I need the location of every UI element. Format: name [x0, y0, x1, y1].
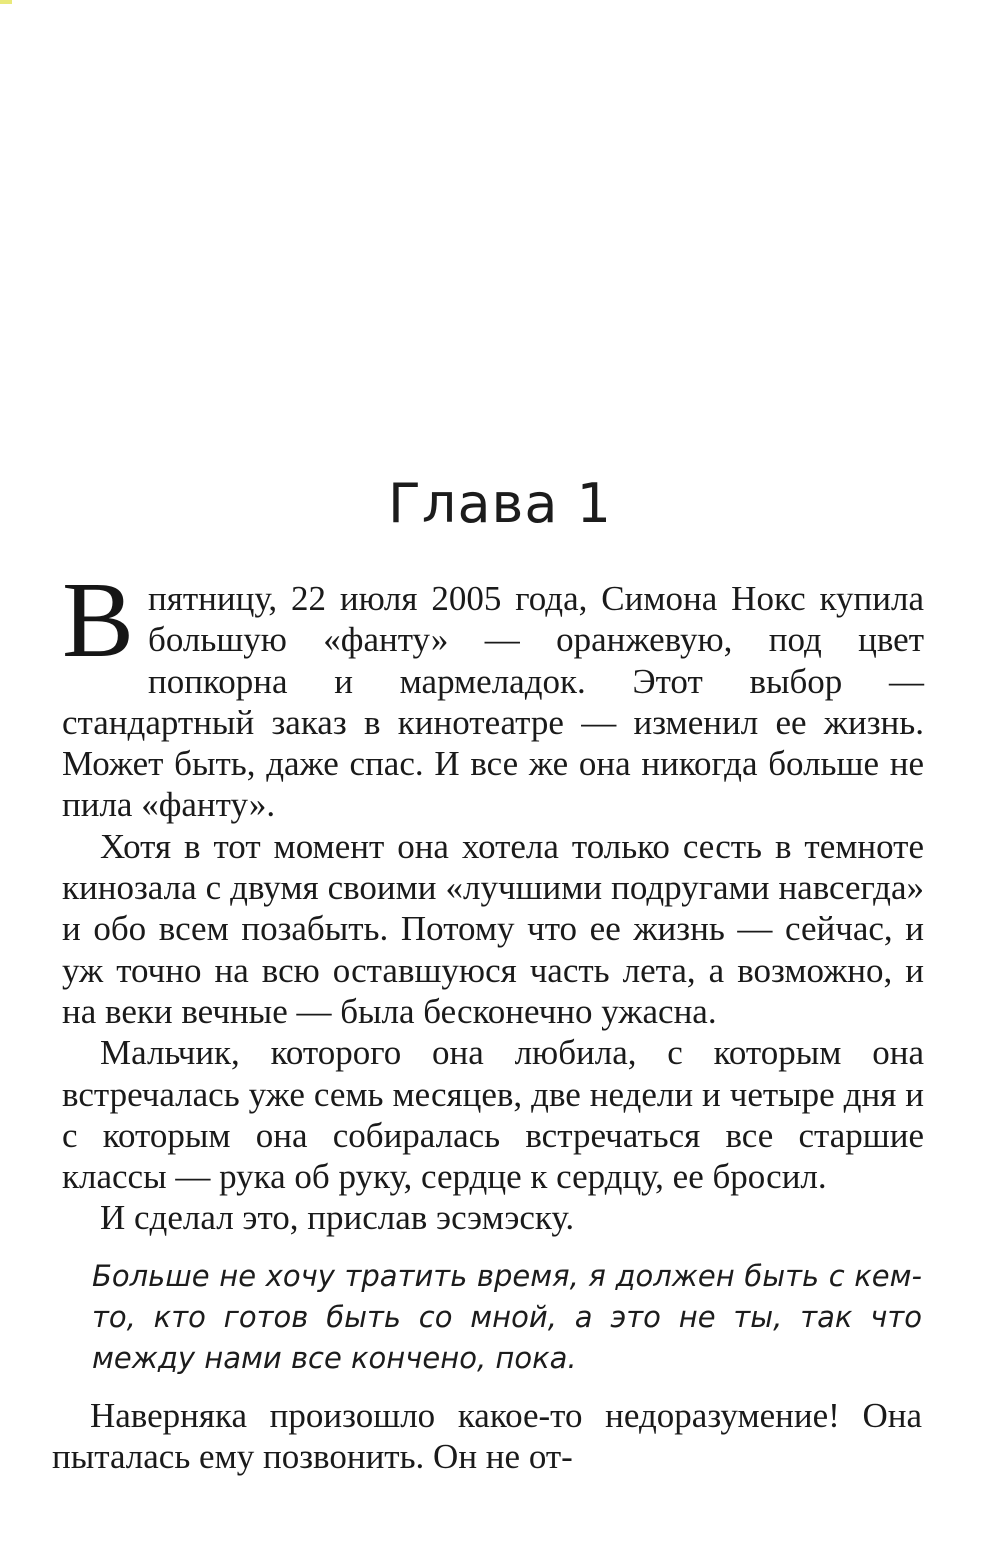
- drop-cap: В: [62, 561, 135, 680]
- paragraph-5: Наверняка произошло какое-то недоразумение! Она пыталась ему позвонить. Он не от-: [52, 1396, 922, 1477]
- text-message-quote: Больше не хочу тратить время, я должен быть с кем-то, кто готов быть со мной, а это не ты, так что между нами все кончено, пока.: [92, 1259, 922, 1375]
- main-text-block: [62, 561, 924, 1239]
- chapter-title: Глава 1: [388, 472, 612, 535]
- scan-corner-mark: [0, 0, 12, 4]
- paragraph-3: Мальчик, которого она любила, с которым она встречалась уже семь месяцев, две недели и четыре дня и с которым она собиралась встречаться все старшие классы — рука об руку, сердце к сердцу, ее бросил.: [62, 1033, 924, 1197]
- continuation-block: [52, 1395, 922, 1478]
- paragraph-4: И сделал это, прислав эсэмэску.: [100, 1198, 575, 1238]
- paragraph-2: Хотя в тот момент она хотела только сесть в темноте кинозала с двумя своими «лучшими подругами навсегда» и обо всем позабыть. Потому что ее жизнь — сейчас, и уж точно на всю оставшуюся часть лета, а возможно, и на веки вечные — была бесконечно ужасна.: [62, 826, 924, 1031]
- paragraph-1: [62, 561, 924, 826]
- paragraph-1-text: пятницу, 22 июля 2005 года, Симона Нокс купила большую «фанту» — оранжевую, под цвет попкорна и мармеладок. Этот выбор — стандартный заказ в кинотеатре — изменил ее жизнь. Может быть, даже спас. И все же она никогда больше не пила «фанту».: [62, 579, 924, 825]
